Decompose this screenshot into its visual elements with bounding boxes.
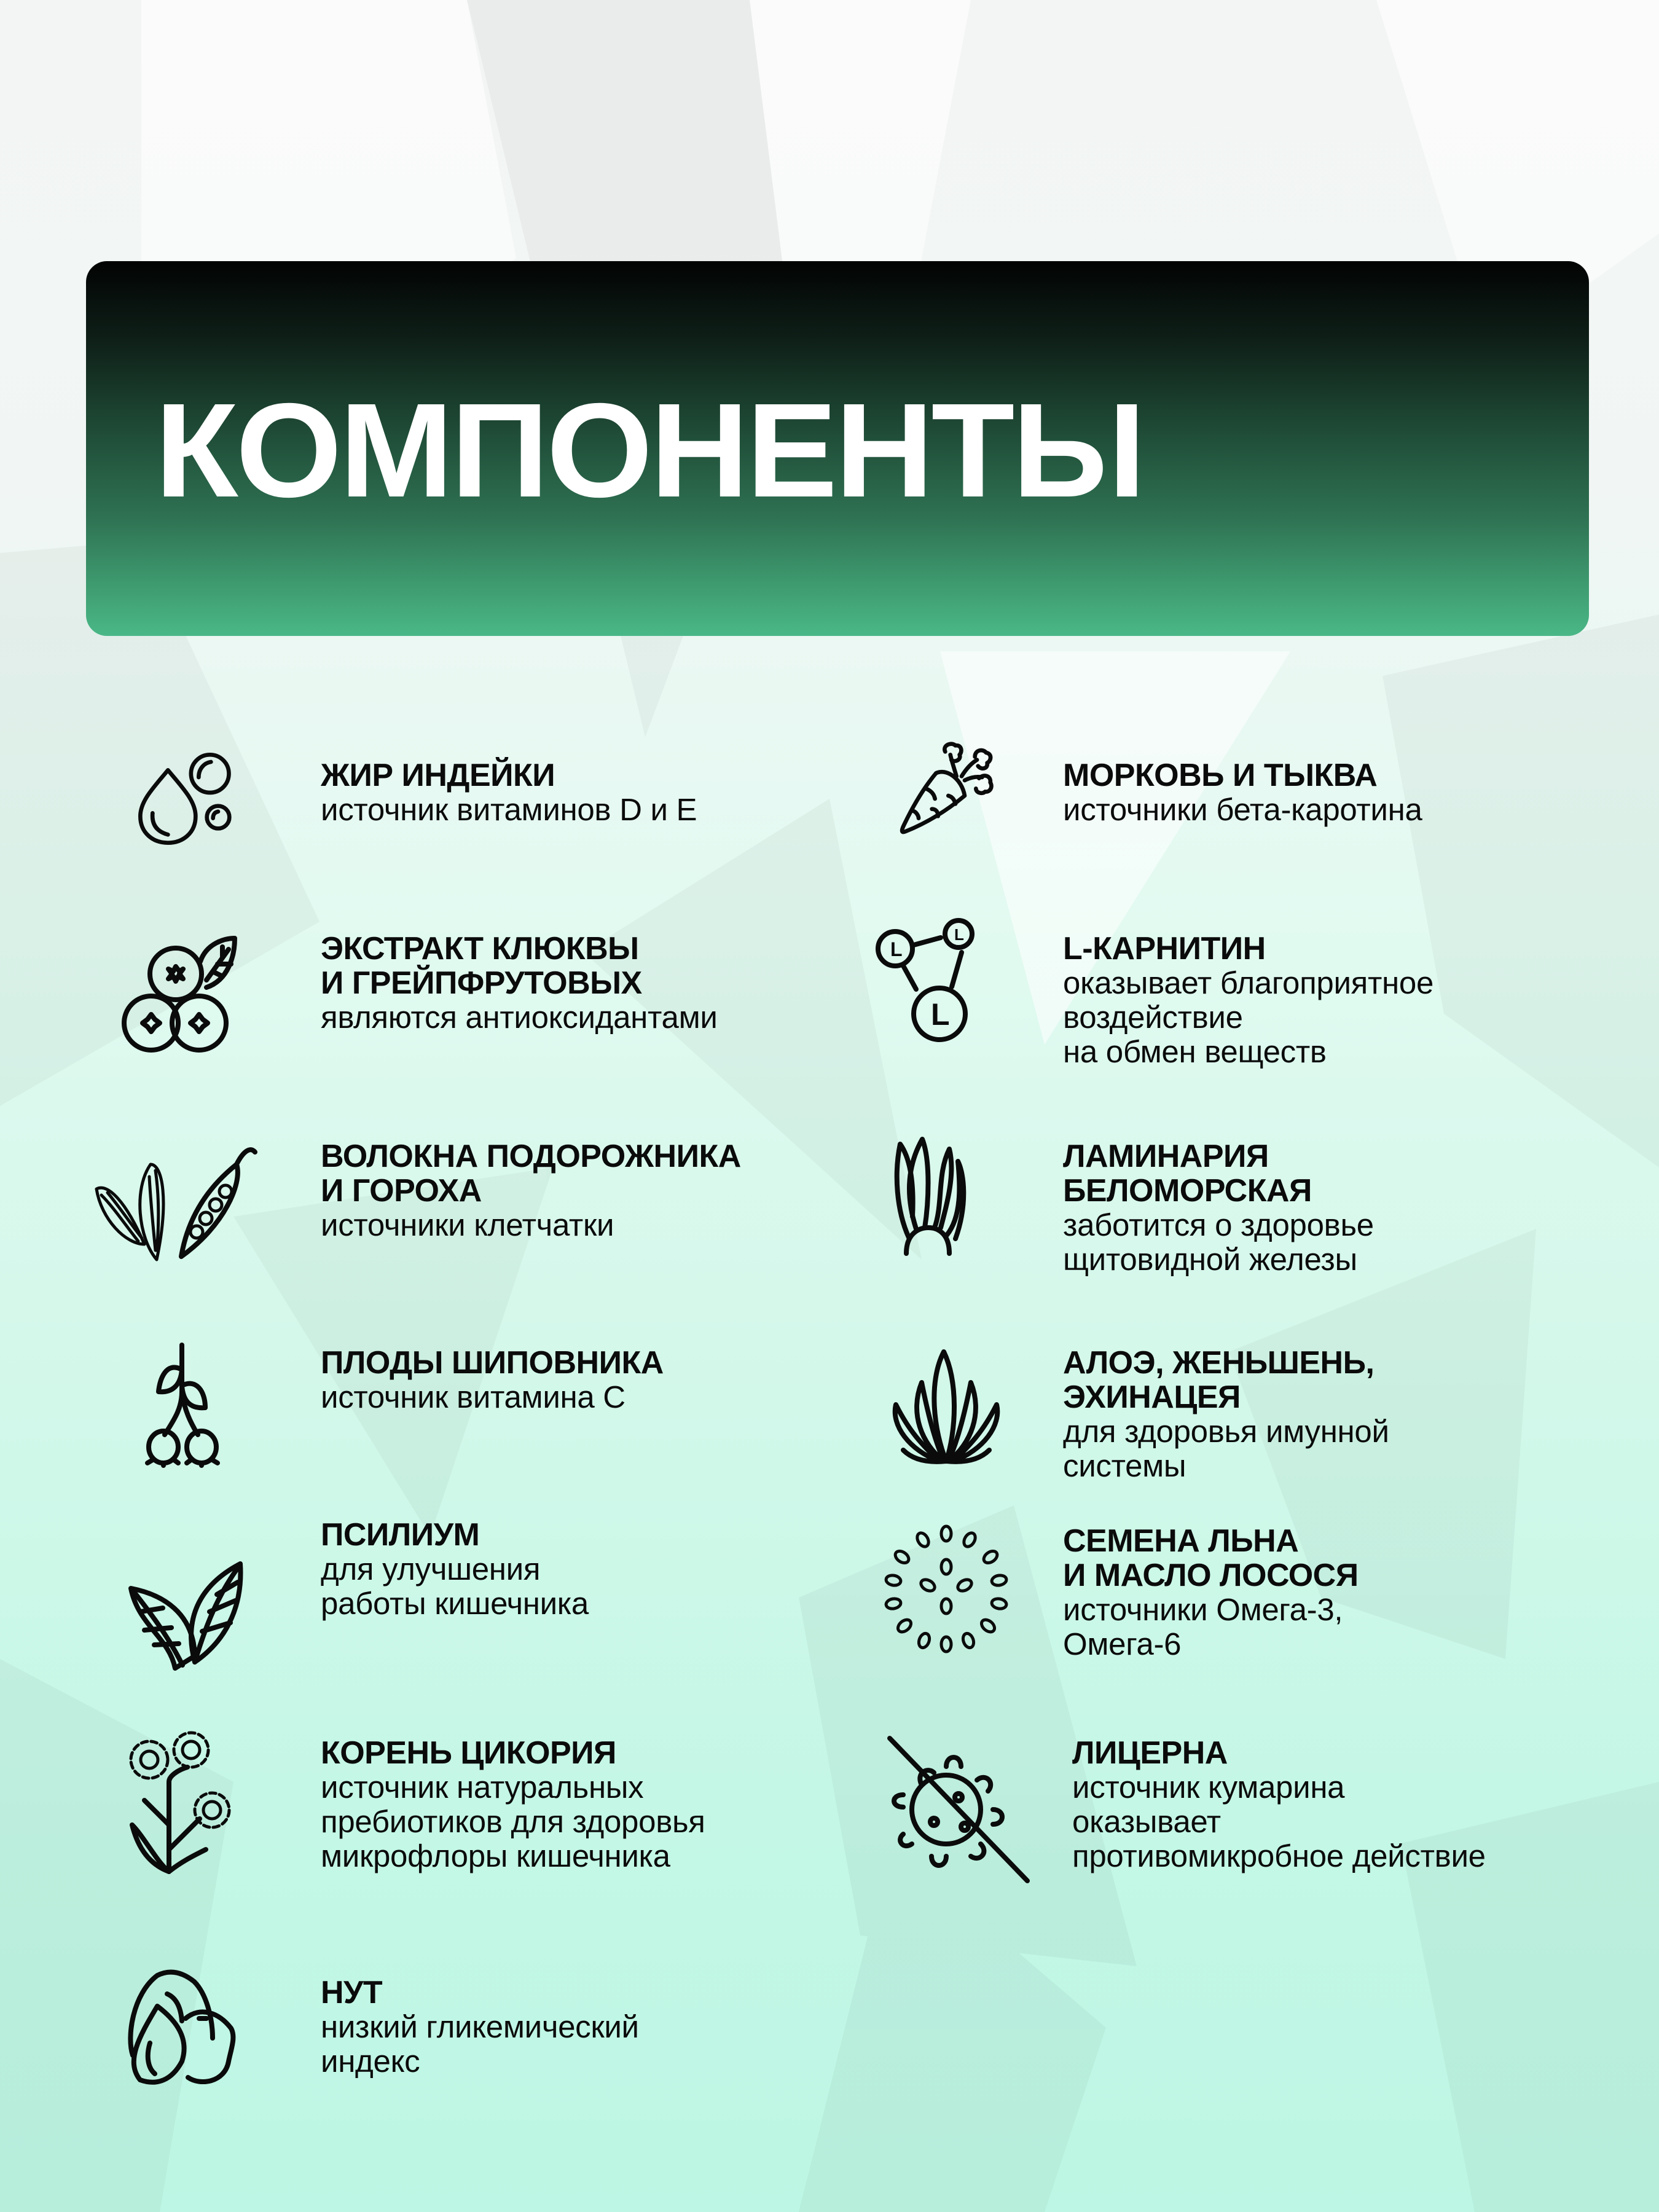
component-title: L-КАРНИТИН — [1063, 931, 1266, 967]
berries-icon — [114, 937, 262, 1063]
component-title: АЛОЭ, ЖЕНЬШЕНЬ, — [1063, 1345, 1375, 1381]
component-description: источник витаминов D и E — [321, 792, 697, 827]
component-title: ПСИЛИУМ — [321, 1517, 480, 1553]
component-description: Омега-6 — [1063, 1626, 1182, 1661]
component-title: И МАСЛО ЛОСОСЯ — [1063, 1558, 1359, 1593]
component-description: работы кишечника — [321, 1586, 589, 1621]
component-title: ПЛОДЫ ШИПОВНИКА — [321, 1345, 664, 1381]
seaweed-icon — [888, 1137, 1005, 1257]
molecule-label: L — [954, 925, 964, 944]
pea-pod-icon — [89, 1140, 267, 1266]
component-description: источник кумарина — [1072, 1770, 1345, 1805]
component-title: И ГОРОХА — [321, 1173, 482, 1209]
component-description: противомикробное действие — [1072, 1838, 1486, 1873]
component-title: ВОЛОКНА ПОДОРОЖНИКА — [321, 1139, 741, 1174]
component-description: низкий гликемический — [321, 2009, 639, 2044]
aloe-plant-icon — [885, 1346, 1008, 1472]
component-description: оказывает — [1072, 1804, 1221, 1839]
component-title: МОРКОВЬ И ТЫКВА — [1063, 758, 1378, 793]
component-description: воздействие — [1063, 1000, 1243, 1035]
oil-drop-icon — [123, 740, 246, 866]
component-description: источник витамина С — [321, 1379, 626, 1414]
component-description: источники клетчатки — [321, 1207, 614, 1242]
flax-seeds-icon — [885, 1524, 1008, 1656]
component-description: на обмен веществ — [1063, 1034, 1327, 1069]
l-carnitine-molecule-icon — [876, 909, 998, 1048]
carrot-icon — [885, 737, 1008, 857]
component-title: И ГРЕЙПФРУТОВЫХ — [321, 965, 642, 1001]
component-description: системы — [1063, 1448, 1186, 1483]
component-description: источники бета-каротина — [1063, 792, 1422, 827]
component-description: для улучшения — [321, 1551, 541, 1586]
component-title: ЛИЦЕРНА — [1072, 1735, 1228, 1771]
component-title: ЭКСТРАКТ КЛЮКВЫ — [321, 931, 639, 967]
component-title: НУТ — [321, 1975, 383, 2010]
component-description: микрофлоры кишечника — [321, 1838, 670, 1873]
component-description: источники Омега-3, — [1063, 1592, 1343, 1627]
leaves-icon — [126, 1564, 249, 1671]
molecule-label: L — [931, 997, 950, 1032]
component-description: щитовидной железы — [1063, 1242, 1357, 1277]
component-title: ЭХИНАЦЕЯ — [1063, 1379, 1241, 1415]
component-description: индекс — [321, 2044, 420, 2079]
anti-microbe-icon — [885, 1736, 1032, 1886]
header-banner — [86, 261, 1589, 636]
component-description: для здоровья имунной — [1063, 1414, 1389, 1449]
component-title: СЕМЕНА ЛЬНА — [1063, 1523, 1299, 1559]
component-description: заботится о здоровье — [1063, 1207, 1374, 1242]
component-title: КОРЕНЬ ЦИКОРИЯ — [321, 1735, 616, 1771]
component-description: источник натуральных — [321, 1770, 644, 1805]
component-title: ЖИР ИНДЕЙКИ — [321, 758, 555, 793]
molecule-label: L — [890, 938, 903, 960]
component-title: БЕЛОМОРСКАЯ — [1063, 1173, 1312, 1209]
component-description: являются антиоксидантами — [321, 1000, 718, 1035]
rosehip-icon — [129, 1343, 240, 1469]
component-description: оказывает благоприятное — [1063, 965, 1434, 1000]
chicory-flower-icon — [120, 1733, 243, 1877]
component-description: пребиотиков для здоровья — [321, 1804, 705, 1839]
page-title: КОМПОНЕНТЫ — [155, 376, 1143, 525]
component-title: ЛАМИНАРИЯ — [1063, 1139, 1269, 1174]
chickpea-icon — [120, 1969, 249, 2089]
